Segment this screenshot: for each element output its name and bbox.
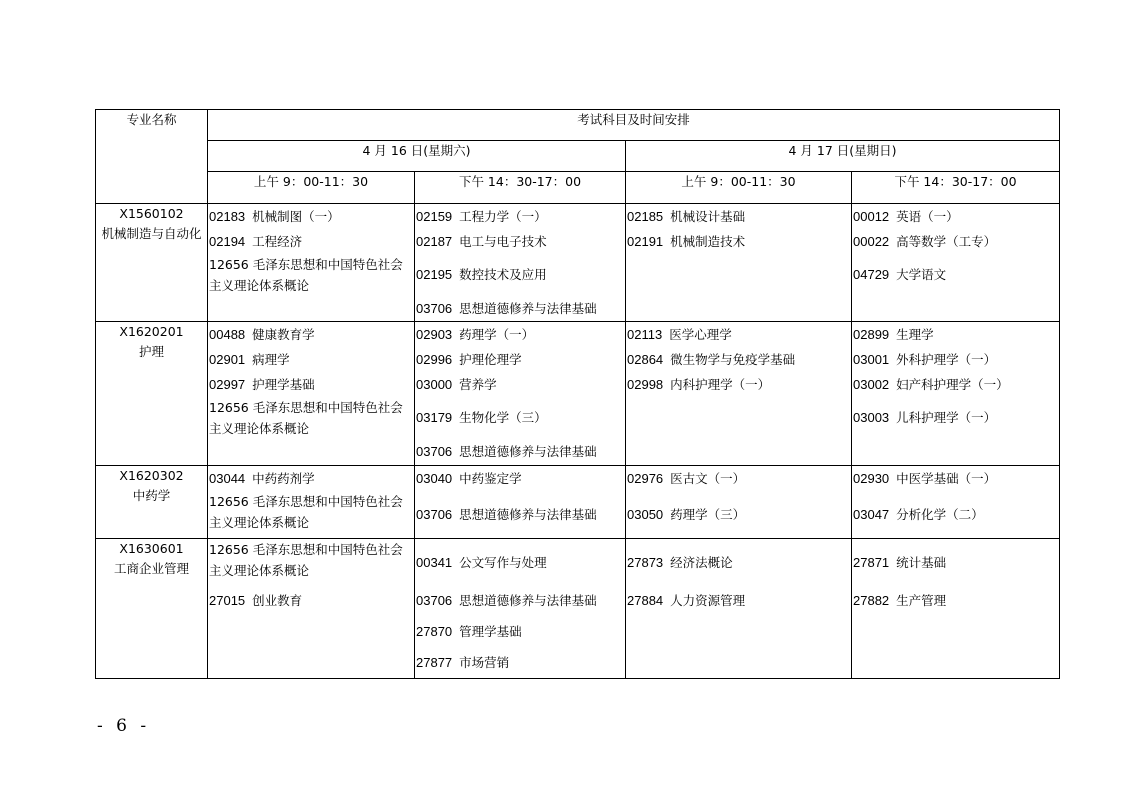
course-name: 生理学: [896, 326, 934, 342]
course-name: 中医学基础（一）: [896, 470, 997, 486]
course-item: [208, 397, 414, 439]
course-item: [208, 372, 414, 397]
session-cell: [415, 322, 626, 466]
course-item: [208, 491, 414, 538]
course-item: [852, 204, 1059, 229]
session-cell: [208, 539, 415, 679]
course-name: 护理学基础: [252, 376, 315, 392]
session-cell: [208, 466, 415, 539]
course-name: 经济法概论: [670, 554, 733, 570]
course-item: [626, 229, 851, 254]
table-row: [96, 466, 1060, 539]
course-item: [208, 539, 414, 586]
course-code: 27884: [627, 593, 664, 608]
course-name: 思想道德修养与法律基础: [459, 443, 597, 459]
course-code: 03040: [416, 470, 453, 486]
course-name: 英语（一）: [896, 208, 959, 224]
session-cell: [626, 204, 852, 322]
course-code: 02976: [627, 470, 664, 486]
course-item: [208, 322, 414, 347]
course-item: [415, 439, 625, 464]
course-name: 思想道德修养与法律基础: [459, 593, 597, 608]
course-name: 医古文（一）: [670, 470, 746, 486]
course-item: [415, 322, 625, 347]
course-name: 创业教育: [252, 593, 303, 608]
course-item: [626, 586, 851, 616]
course-name: 高等数学（工专）: [896, 233, 997, 249]
course-item: [415, 397, 625, 439]
course-name: 电工与电子技术: [459, 233, 547, 249]
major-cell: [96, 466, 208, 539]
day-header-2: 4 月 17 日(星期日): [626, 141, 1060, 172]
course-code: 02113: [627, 326, 663, 342]
course-name: 内科护理学（一）: [670, 376, 771, 392]
course-item: [415, 296, 625, 321]
course-code: 03179: [416, 410, 453, 425]
course-name: 分析化学（二）: [896, 506, 984, 522]
course-name: 工程力学（一）: [459, 208, 547, 224]
course-line-1: 12656 毛泽东思想和中国特色社会: [209, 257, 403, 272]
course-name: 管理学基础: [459, 623, 522, 639]
course-item: [415, 229, 625, 254]
course-item: [852, 372, 1059, 397]
table-row: [96, 539, 1060, 679]
major-name: 中药学: [132, 488, 171, 503]
course-code: 02864: [627, 351, 664, 367]
session-cell: [626, 322, 852, 466]
course-code: 03047: [853, 506, 890, 522]
course-item: [415, 586, 625, 616]
course-code: 02998: [627, 376, 664, 392]
major-name: 机械制造与自动化: [101, 226, 202, 241]
major-header: 专业名称: [96, 110, 208, 204]
course-code: 02191: [627, 233, 664, 249]
course-item: [415, 347, 625, 372]
course-name: 妇产科护理学（一）: [896, 376, 1009, 392]
course-name: 微生物学与免疫学基础: [670, 351, 796, 367]
page-number: - 6 -: [97, 716, 151, 736]
course-name: 机械制造技术: [670, 233, 746, 249]
major-code: X1560102: [119, 206, 184, 221]
course-name: 健康教育学: [252, 326, 315, 342]
course-code: 02997: [209, 376, 246, 392]
course-code: 27870: [416, 623, 453, 639]
day-header-1: 4 月 16 日(星期六): [208, 141, 626, 172]
course-line-1: 12656 毛泽东思想和中国特色社会: [209, 400, 403, 415]
course-code: 00022: [853, 233, 890, 249]
session-cell: [208, 322, 415, 466]
course-code: 03000: [416, 376, 453, 392]
course-item: [626, 466, 851, 491]
schedule-header: 考试科目及时间安排: [208, 110, 1060, 141]
course-code: 04729: [853, 267, 890, 282]
course-item: [415, 647, 625, 678]
course-item: [415, 466, 625, 491]
course-code: 27877: [416, 654, 453, 670]
course-code: 27882: [853, 593, 890, 608]
course-code: 03706: [416, 300, 453, 316]
course-name: 药理学（一）: [459, 326, 535, 342]
course-code: 27015: [209, 593, 246, 608]
course-code: 03044: [209, 470, 246, 486]
course-code: 03706: [416, 506, 453, 522]
course-name: 市场营销: [459, 654, 510, 670]
course-item: [852, 397, 1059, 439]
session-cell: [208, 204, 415, 322]
course-name: 机械设计基础: [670, 208, 746, 224]
course-code: 02930: [853, 470, 890, 486]
course-name: 生产管理: [896, 593, 947, 608]
course-item: [852, 322, 1059, 347]
major-cell: [96, 204, 208, 322]
course-item: [852, 539, 1059, 586]
session-cell: [415, 539, 626, 679]
course-name: 外科护理学（一）: [896, 351, 997, 367]
course-item: [208, 466, 414, 491]
course-line-2: 主义理论体系概论: [209, 515, 310, 530]
course-item: [415, 539, 625, 586]
course-item: [852, 466, 1059, 491]
schedule-body: [96, 204, 1060, 679]
course-item: [415, 204, 625, 229]
session-header-1: 上午 9：00-11：30: [208, 172, 415, 204]
course-item: [852, 347, 1059, 372]
course-code: 00341: [416, 554, 453, 570]
course-code: 03706: [416, 443, 453, 459]
course-item: [208, 347, 414, 372]
major-code: X1620302: [119, 468, 184, 483]
major-name: 工商企业管理: [113, 561, 189, 576]
course-name: 数控技术及应用: [459, 267, 547, 282]
course-name: 中药药剂学: [252, 470, 315, 486]
session-header-2: 下午 14：30-17：00: [415, 172, 626, 204]
session-cell: [626, 466, 852, 539]
course-item: [208, 254, 414, 296]
major-cell: [96, 322, 208, 466]
course-item: [626, 204, 851, 229]
session-header-3: 上午 9：00-11：30: [626, 172, 852, 204]
course-line-2: 主义理论体系概论: [209, 421, 310, 436]
session-cell: [852, 322, 1060, 466]
course-name: 大学语文: [896, 267, 947, 282]
course-name: 护理伦理学: [459, 351, 522, 367]
course-name: 药理学（三）: [670, 506, 746, 522]
course-code: 03706: [416, 593, 453, 608]
course-code: 02183: [209, 208, 246, 224]
course-name: 工程经济: [252, 233, 303, 249]
course-line-2: 主义理论体系概论: [209, 278, 310, 293]
session-cell: [852, 204, 1060, 322]
course-code: 02996: [416, 351, 453, 367]
course-code: 02187: [416, 233, 453, 249]
course-name: 思想道德修养与法律基础: [459, 506, 597, 522]
course-item: [626, 372, 851, 397]
session-cell: [415, 204, 626, 322]
course-name: 医学心理学: [669, 326, 732, 342]
course-item: [415, 372, 625, 397]
major-name: 护理: [138, 344, 164, 359]
course-name: 人力资源管理: [670, 593, 746, 608]
session-cell: [626, 539, 852, 679]
course-line-1: 12656 毛泽东思想和中国特色社会: [209, 494, 403, 509]
table-row: [96, 322, 1060, 466]
course-item: [626, 491, 851, 538]
course-code: 02903: [416, 326, 453, 342]
course-code: 02195: [416, 267, 453, 282]
major-cell: [96, 539, 208, 679]
course-name: 思想道德修养与法律基础: [459, 300, 597, 316]
course-code: 03002: [853, 376, 890, 392]
exam-schedule-table: [95, 109, 1060, 679]
course-code: 02194: [209, 233, 246, 249]
course-item: [415, 616, 625, 647]
session-cell: [852, 539, 1060, 679]
course-code: 02185: [627, 208, 664, 224]
course-code: 27873: [627, 554, 664, 570]
course-name: 统计基础: [896, 554, 947, 570]
course-name: 生物化学（三）: [459, 410, 547, 425]
major-code: X1620201: [119, 324, 184, 339]
course-item: [852, 229, 1059, 254]
course-name: 中药鉴定学: [459, 470, 522, 486]
course-item: [852, 586, 1059, 616]
course-code: 02899: [853, 326, 890, 342]
course-item: [208, 229, 414, 254]
major-code: X1630601: [119, 541, 184, 556]
course-item: [852, 254, 1059, 296]
session-cell: [852, 466, 1060, 539]
course-code: 00488: [209, 326, 246, 342]
course-code: 02159: [416, 208, 453, 224]
course-code: 27871: [853, 554, 890, 570]
course-name: 儿科护理学（一）: [896, 410, 997, 425]
course-name: 营养学: [459, 376, 497, 392]
course-item: [626, 347, 851, 372]
course-code: 00012: [853, 208, 890, 224]
session-cell: [415, 466, 626, 539]
course-code: 03001: [853, 351, 890, 367]
course-line-1: 12656 毛泽东思想和中国特色社会: [209, 542, 403, 557]
course-code: 02901: [209, 351, 246, 367]
course-line-2: 主义理论体系概论: [209, 563, 310, 578]
course-item: [626, 539, 851, 586]
table-row: [96, 204, 1060, 322]
course-name: 公文写作与处理: [459, 554, 547, 570]
course-item: [415, 254, 625, 296]
course-item: [208, 204, 414, 229]
course-item: [852, 491, 1059, 538]
session-header-4: 下午 14：30-17：00: [852, 172, 1060, 204]
course-code: 03050: [627, 506, 664, 522]
course-name: 病理学: [252, 351, 290, 367]
course-item: [415, 491, 625, 538]
course-item: [208, 586, 414, 616]
course-name: 机械制图（一）: [252, 208, 340, 224]
course-item: [626, 322, 851, 347]
course-code: 03003: [853, 410, 890, 425]
